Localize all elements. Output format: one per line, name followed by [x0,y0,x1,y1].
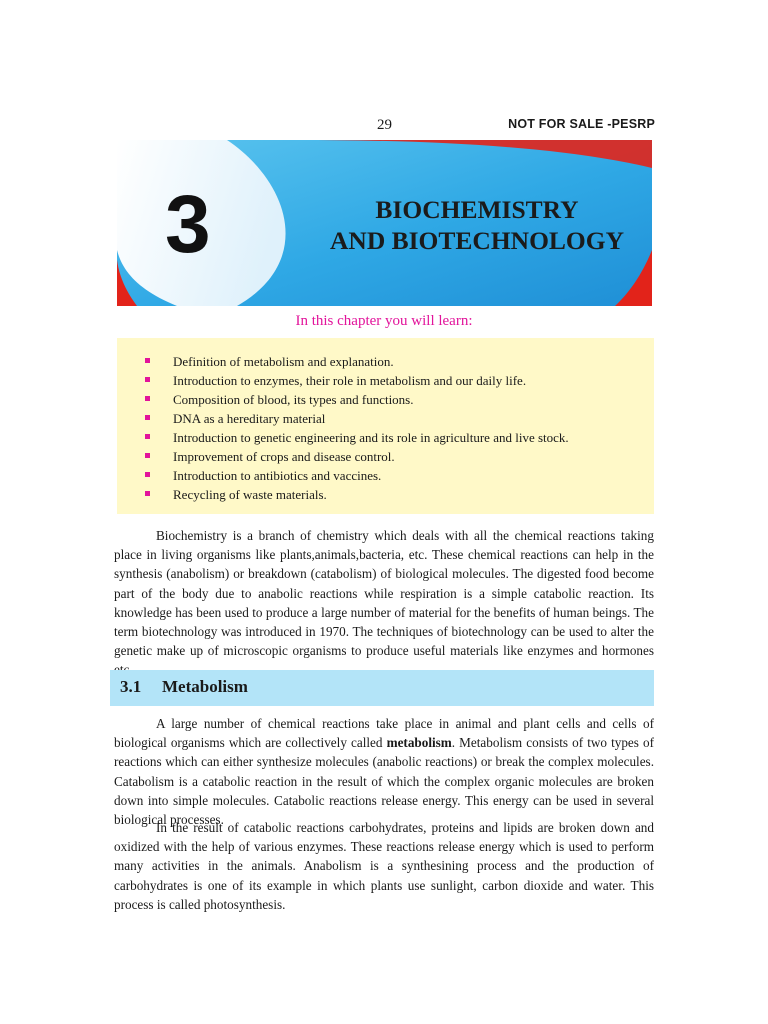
list-item [145,447,654,466]
list-item [145,428,654,447]
list-item [145,390,654,409]
chapter-title-line1: BIOCHEMISTRY [375,195,579,224]
list-item-text: Introduction to enzymes, their role in metabolism and our daily life. [173,373,527,388]
list-item-text: Introduction to genetic engineering and its role in agriculture and live stock. [173,430,569,445]
chapter-number: 3 [165,179,211,270]
section-title-text: Metabolism [162,677,248,696]
para1-bold-term: metabolism [386,735,452,751]
bullet-icon [145,396,150,401]
para1-text-b: . Metabolism consists of two types of reactions which can either synthesize molecules (anabolic reactions) or break the complex molecules. Catabolism is a catabolic reaction in the result of which the complex organic molecules are broken down into simple molecules. Catabolic reactions release energy. This energy can be used in several biological processes. [114,735,654,828]
list-item-text: Definition of metabolism and explanation. [173,354,394,369]
list-item-text: DNA as a hereditary material [173,411,326,426]
bullet-icon [145,453,150,458]
learn-heading: In this chapter you will learn: [295,313,473,329]
chapter-title [307,194,647,256]
section-title [120,677,248,697]
header-note: NOT FOR SALE -PESRP [508,117,655,131]
list-item-text: Composition of blood, its types and functions. [173,392,414,407]
learn-list [145,352,654,504]
list-item [145,371,654,390]
list-item-text: Introduction to antibiotics and vaccines. [173,468,382,483]
intro-paragraph [114,526,654,680]
section-header [110,670,654,706]
bullet-icon [145,472,150,477]
list-item [145,409,654,428]
learn-box [117,338,654,514]
list-item-text: Improvement of crops and disease control. [173,449,395,464]
list-item [145,352,654,371]
list-item [145,485,654,504]
list-item-text: Recycling of waste materials. [173,487,327,502]
bullet-icon [145,491,150,496]
page-number: 29 [377,117,392,133]
para1-text-a: A large number of chemical reactions take place in animal and plant cells and cells of biological organisms which are collectively called [114,716,654,751]
chapter-title-line2: AND BIOTECHNOLOGY [330,226,624,255]
section-number: 3.1 [120,677,142,696]
bullet-icon [145,377,150,382]
chapter-banner [117,140,652,306]
bullet-icon [145,434,150,439]
metabolism-paragraph-1 [114,714,654,829]
list-item [145,466,654,485]
para2-text: In the result of catabolic reactions carbohydrates, proteins and lipids are broken down and oxidized with the help of various enzymes. These reactions release energy which is used to perform many activities in the animals. Anabolism is a synthesining process and the production of carbohydrates is one of its example in which plants use sunlight, carbon dioxide and water. This process is called photosynthesis. [114,820,654,912]
bullet-icon [145,358,150,363]
bullet-icon [145,415,150,420]
intro-paragraph-text: Biochemistry is a branch of chemistry which deals with all the chemical reactions taking place in living organisms like plants,animals,bacteria, etc. These chemical reactions can help in the synthesis (anabolism) or breakdown (catabolism) of biological molecules. The digested food become part of the body due to anabolic reactions while respiration is a simple catabolic reaction. Its knowledge has been used to produce a large number of material for the benefits of human beings. The term biotechnology was introduced in 1970. The techniques of biotechnology can be used to alter the genetic make up of microscopic organisms to produce useful materials like enzymes and hormones [114,528,654,659]
metabolism-paragraph-2 [114,818,654,914]
